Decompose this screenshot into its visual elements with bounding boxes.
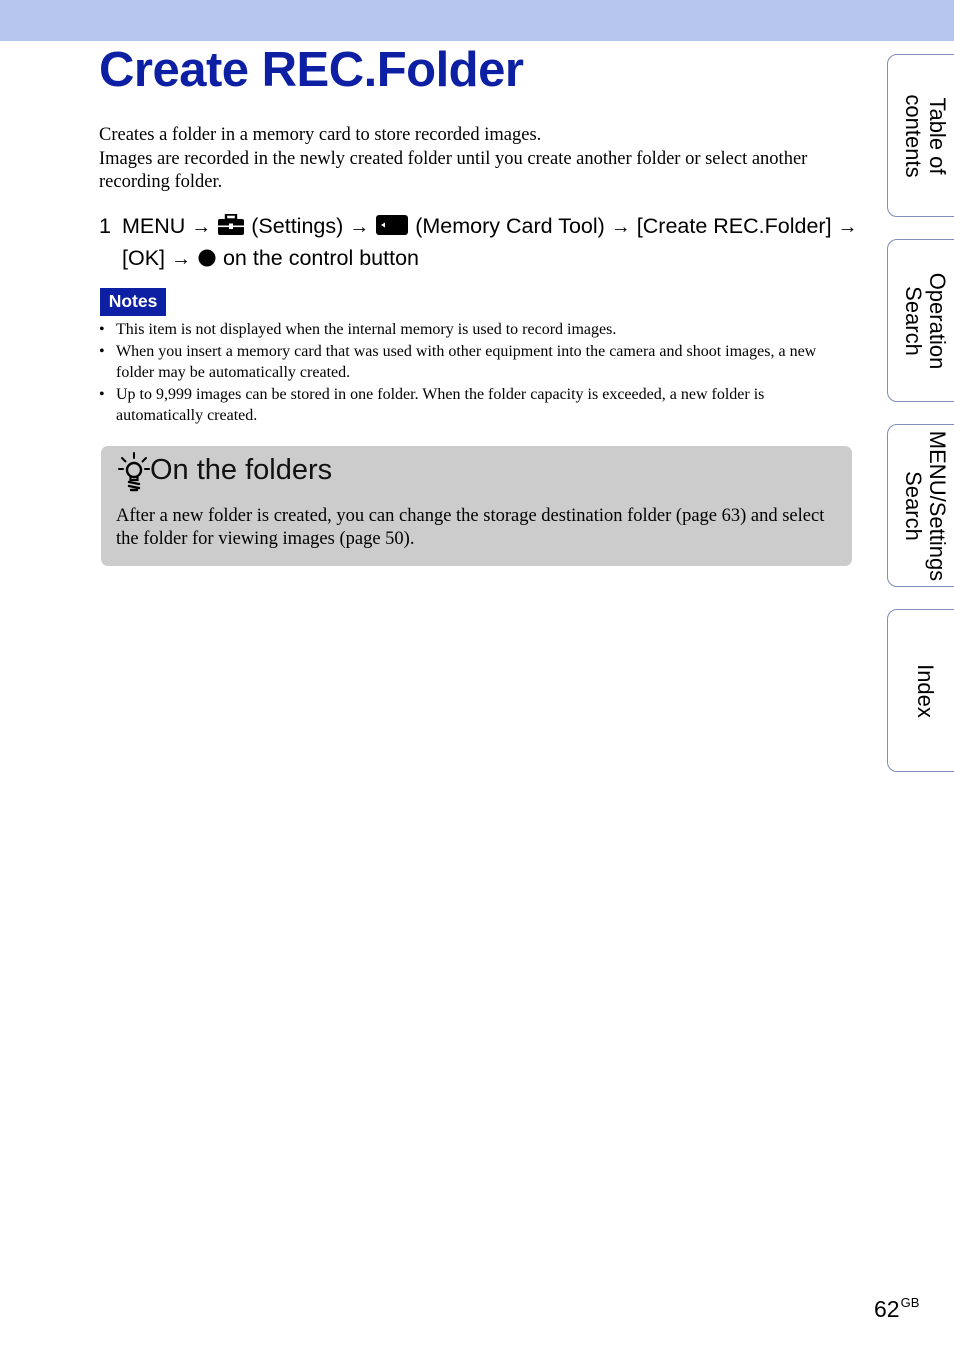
tab-table-of-contents[interactable] [887, 54, 954, 217]
lightbulb-icon [118, 452, 150, 497]
memory-card-tool-label: (Memory Card Tool) [415, 214, 605, 238]
tab-operation-search[interactable] [887, 239, 954, 402]
toolbox-icon [217, 214, 245, 244]
ok-item: [OK] [122, 246, 166, 270]
arrow-icon: → [837, 216, 858, 238]
control-button-text: on the control button [222, 246, 419, 270]
hint-box [101, 446, 852, 566]
memory-card-icon [375, 214, 409, 244]
page-number [874, 1288, 919, 1324]
tab-label: Table of contents [900, 93, 950, 178]
arrow-icon: → [171, 248, 191, 270]
tab-label: Index [912, 663, 938, 718]
create-folder-item: [Create REC.Folder] [636, 214, 832, 238]
page-title: Create REC.Folder [99, 43, 524, 97]
intro-text [99, 124, 859, 195]
menu-label: MENU [122, 214, 186, 238]
intro-line: Images are recorded in the newly created folder until you create another folder or select another recording folder. [99, 148, 808, 192]
intro-line: Creates a folder in a memory card to store recorded images. [99, 125, 542, 145]
notes-badge: Notes [100, 288, 166, 316]
settings-label: (Settings) [251, 214, 344, 238]
hint-text: After a new folder is created, you can change the storage destination folder (page 63) and select the folder for viewing images (page 50). [116, 506, 825, 549]
tab-menu-settings-search[interactable] [887, 424, 954, 587]
page-number-value: 62 [874, 1296, 900, 1322]
step-body [122, 212, 859, 276]
tab-index[interactable] [887, 609, 954, 772]
notes-list [99, 319, 854, 427]
tab-label: Operation Search [900, 272, 950, 369]
tab-label: MENU/Settings Search [900, 430, 950, 581]
center-dot-icon [197, 247, 217, 276]
top-bar [0, 0, 954, 41]
arrow-icon: → [191, 216, 212, 238]
page-number-suffix: GB [900, 1295, 920, 1310]
note-item: • This item is not displayed when the internal memory is used to record images. [99, 319, 854, 341]
hint-title: On the folders [150, 454, 333, 486]
arrow-icon: → [610, 216, 631, 238]
note-item: • When you insert a memory card that was used with other equipment into the camera and shoot images, a new folder may be automatically created. [99, 341, 854, 384]
step-1 [99, 212, 859, 276]
step-number: 1 [99, 214, 111, 238]
note-item: • Up to 9,999 images can be stored in one folder. When the folder capacity is exceeded, a new folder is automatically created. [99, 384, 854, 427]
arrow-icon: → [349, 216, 370, 238]
